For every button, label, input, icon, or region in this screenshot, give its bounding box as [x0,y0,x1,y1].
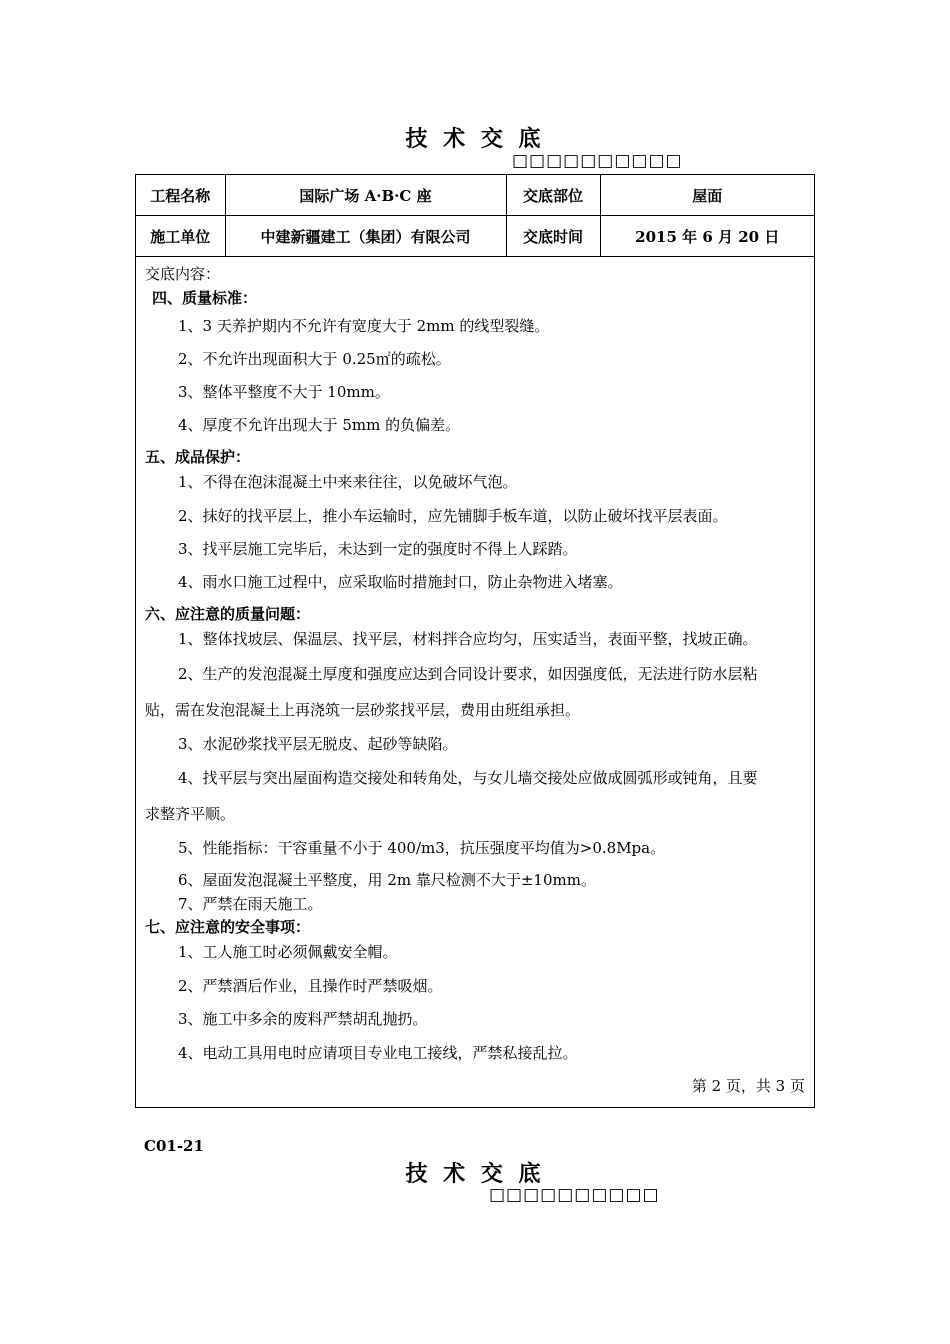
section-heading: 六、应注意的质量问题： [145,605,311,623]
content-line: 2、不允许出现面积大于 0.25㎡的疏松。 [178,350,451,368]
document-subtitle: □□□□□□□□□□ [512,151,683,171]
header-row [136,175,814,216]
construction-unit-value: 中建新疆建工（集团）有限公司 [225,216,506,257]
construction-unit-label: 施工单位 [136,216,225,257]
content-line: 1、不得在泡沫混凝土中来来往往，以免破坏气泡。 [178,473,518,491]
content-line: 1、工人施工时必须佩戴安全帽。 [178,943,398,961]
header-table [136,175,814,257]
content-line: 1、整体找坡层、保温层、找平层，材料拌合应均匀，压实适当，表面平整，找坡正确。 [178,630,758,648]
content-line: 3、找平层施工完毕后，未达到一定的强度时不得上人踩踏。 [178,540,578,558]
disclosure-sheet [135,174,815,1108]
section-heading: 五、成品保护： [145,448,251,466]
content-line: 贴，需在发泡混凝土上再浇筑一层砂浆找平层，费用由班组承担。 [145,701,581,719]
content-line: 2、抹好的找平层上，推小车运输时，应先铺脚手板车道，以防止破坏找平层表面。 [178,507,728,525]
content-line: 4、找平层与突出屋面构造交接处和转角处，与女儿墙交接处应做成圆弧形或钝角，且要 [178,769,758,787]
project-name-label: 工程名称 [136,175,225,216]
content-line: 4、雨水口施工过程中，应采取临时措施封口，防止杂物进入堵塞。 [178,573,623,591]
page-number: 第 2 页，共 3 页 [691,1077,805,1095]
content-line: 2、严禁酒后作业，且操作时严禁吸烟。 [178,977,443,995]
content-line: 4、电动工具用电时应请项目专业电工接线，严禁私接乱拉。 [178,1044,578,1062]
next-document-subtitle: □□□□□□□□□□ [489,1185,660,1205]
content-line: 3、施工中多余的废料严禁胡乱抛扔。 [178,1010,428,1028]
content-line: 3、整体平整度不大于 10mm。 [178,383,390,401]
section-heading: 四、质量标准： [152,289,258,307]
project-name-value: 国际广场 A·B·C 座 [225,175,506,216]
disclosure-time-label: 交底时间 [506,216,600,257]
section-heading: 七、应注意的安全事项： [145,918,311,936]
content-line: 6、屋面发泡混凝土平整度，用 2m 靠尺检测不大于±10mm。 [178,871,596,889]
content-line: 7、严禁在雨天施工。 [178,895,323,913]
content-line: 5、性能指标：干容重量不小于 400/m3，抗压强度平均值为>0.8Mpa。 [178,839,666,857]
next-document-title: 技 术 交 底 [405,1161,545,1187]
content-line: 4、厚度不允许出现大于 5mm 的负偏差。 [178,416,461,434]
disclosure-time-value: 2015 年 6 月 20 日 [600,216,814,257]
content-line: 3、水泥砂浆找平层无脱皮、起砂等缺陷。 [178,735,458,753]
disclosure-part-label: 交底部位 [506,175,600,216]
document-title: 技 术 交 底 [405,126,545,152]
disclosure-part-value: 屋面 [600,175,814,216]
header-row [136,216,814,257]
content-line: 2、生产的发泡混凝土厚度和强度应达到合同设计要求，如因强度低，无法进行防水层粘 [178,665,758,683]
content-line: 1、3 天养护期内不允许有宽度大于 2mm 的线型裂缝。 [178,317,550,335]
content-line: 求整齐平顺。 [145,805,236,823]
content-label: 交底内容： [145,265,221,283]
form-code: C01-21 [144,1137,204,1155]
